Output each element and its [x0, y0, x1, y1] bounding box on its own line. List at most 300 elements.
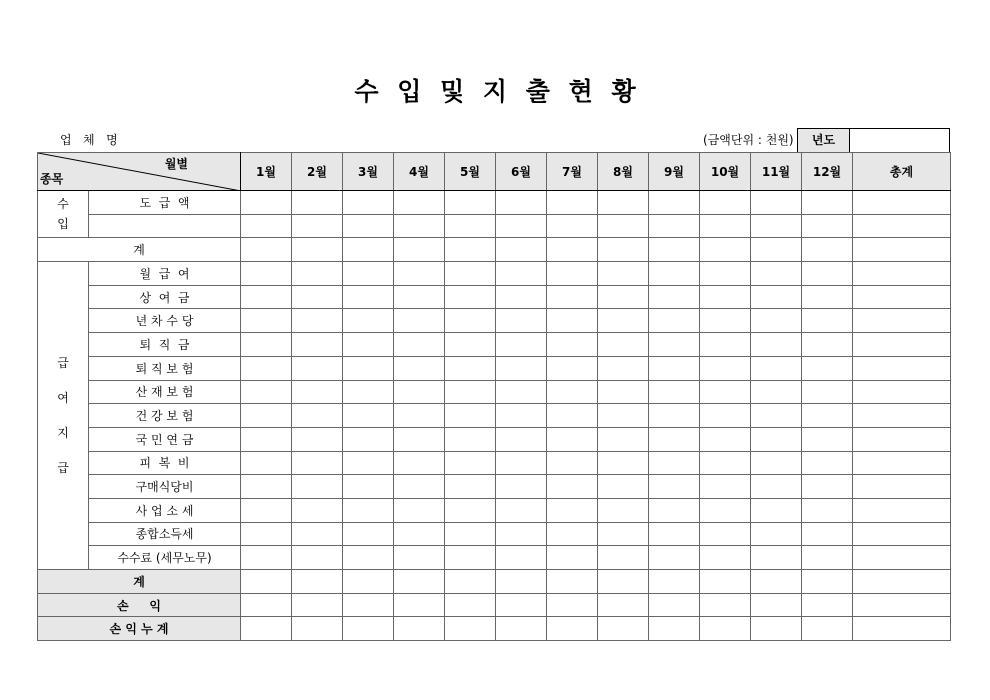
month-value-cell[interactable]	[445, 522, 496, 546]
total-value-cell[interactable]	[853, 262, 951, 286]
month-value-cell[interactable]	[292, 285, 343, 309]
month-value-cell[interactable]	[292, 309, 343, 333]
month-value-cell[interactable]	[751, 498, 802, 522]
table-row	[38, 309, 951, 333]
total-header: 총계	[853, 153, 951, 191]
month-value-cell[interactable]	[292, 427, 343, 451]
month-value-cell[interactable]	[547, 309, 598, 333]
month-value-cell[interactable]	[700, 498, 751, 522]
month-value-cell[interactable]	[496, 522, 547, 546]
month-value-cell[interactable]	[700, 309, 751, 333]
month-value-cell[interactable]	[751, 617, 802, 641]
month-value-cell[interactable]	[751, 475, 802, 499]
month-value-cell[interactable]	[445, 475, 496, 499]
month-value-cell[interactable]	[598, 451, 649, 475]
total-value-cell[interactable]	[853, 238, 951, 262]
month-header: 3월	[343, 153, 394, 191]
month-value-cell[interactable]	[343, 617, 394, 641]
month-value-cell[interactable]	[547, 238, 598, 262]
month-value-cell[interactable]	[751, 427, 802, 451]
income-subtotal-label: 계	[38, 238, 241, 262]
month-value-cell[interactable]	[598, 309, 649, 333]
month-header: 11월	[751, 153, 802, 191]
total-value-cell[interactable]	[853, 214, 951, 238]
month-value-cell[interactable]	[649, 214, 700, 238]
month-value-cell[interactable]	[700, 522, 751, 546]
month-value-cell[interactable]	[241, 262, 292, 286]
month-value-cell[interactable]	[241, 427, 292, 451]
cumulative-profit-loss-label: 손 익 누 계	[38, 617, 241, 641]
total-value-cell[interactable]	[853, 593, 951, 617]
month-value-cell[interactable]	[343, 191, 394, 215]
month-value-cell[interactable]	[445, 617, 496, 641]
month-value-cell[interactable]	[751, 285, 802, 309]
month-value-cell[interactable]	[547, 333, 598, 357]
month-value-cell[interactable]	[496, 238, 547, 262]
month-value-cell[interactable]	[598, 333, 649, 357]
income-expense-table	[37, 152, 951, 641]
month-value-cell[interactable]	[802, 546, 853, 570]
month-value-cell[interactable]	[802, 593, 853, 617]
table-row	[38, 475, 951, 499]
month-value-cell[interactable]	[343, 593, 394, 617]
month-value-cell[interactable]	[394, 427, 445, 451]
month-value-cell[interactable]	[547, 451, 598, 475]
table-row	[38, 356, 951, 380]
month-value-cell[interactable]	[292, 451, 343, 475]
month-value-cell[interactable]	[751, 333, 802, 357]
month-value-cell[interactable]	[343, 427, 394, 451]
year-label: 년도	[798, 129, 850, 152]
month-value-cell[interactable]	[496, 333, 547, 357]
month-value-cell[interactable]	[547, 546, 598, 570]
month-value-cell[interactable]	[802, 214, 853, 238]
month-value-cell[interactable]	[700, 333, 751, 357]
month-value-cell[interactable]	[445, 498, 496, 522]
month-value-cell[interactable]	[241, 191, 292, 215]
month-value-cell[interactable]	[802, 404, 853, 428]
table-body	[38, 191, 951, 641]
month-value-cell[interactable]	[496, 451, 547, 475]
month-value-cell[interactable]	[445, 570, 496, 594]
month-value-cell[interactable]	[292, 380, 343, 404]
month-value-cell[interactable]	[496, 427, 547, 451]
month-value-cell[interactable]	[343, 380, 394, 404]
month-value-cell[interactable]	[598, 498, 649, 522]
month-value-cell[interactable]	[598, 427, 649, 451]
month-value-cell[interactable]	[700, 191, 751, 215]
month-value-cell[interactable]	[802, 522, 853, 546]
month-value-cell[interactable]	[649, 238, 700, 262]
month-value-cell[interactable]	[241, 617, 292, 641]
month-value-cell[interactable]	[241, 475, 292, 499]
table-row	[38, 238, 951, 262]
month-value-cell[interactable]	[343, 262, 394, 286]
month-value-cell[interactable]	[802, 475, 853, 499]
month-value-cell[interactable]	[445, 593, 496, 617]
month-value-cell[interactable]	[343, 356, 394, 380]
table-row	[38, 333, 951, 357]
month-value-cell[interactable]	[649, 356, 700, 380]
month-value-cell[interactable]	[292, 238, 343, 262]
month-value-cell[interactable]	[649, 522, 700, 546]
month-value-cell[interactable]	[394, 617, 445, 641]
month-header: 4월	[394, 153, 445, 191]
total-value-cell[interactable]	[853, 427, 951, 451]
month-value-cell[interactable]	[445, 191, 496, 215]
month-value-cell[interactable]	[700, 285, 751, 309]
month-value-cell[interactable]	[598, 380, 649, 404]
month-value-cell[interactable]	[292, 570, 343, 594]
month-value-cell[interactable]	[496, 214, 547, 238]
month-value-cell[interactable]	[292, 522, 343, 546]
row-label: 수수료 (세무노무)	[89, 546, 241, 570]
table-row	[38, 522, 951, 546]
month-value-cell[interactable]	[496, 498, 547, 522]
month-value-cell[interactable]	[445, 404, 496, 428]
total-value-cell[interactable]	[853, 617, 951, 641]
month-value-cell[interactable]	[394, 380, 445, 404]
month-value-cell[interactable]	[292, 262, 343, 286]
month-value-cell[interactable]	[394, 285, 445, 309]
month-value-cell[interactable]	[343, 570, 394, 594]
month-header: 10월	[700, 153, 751, 191]
month-value-cell[interactable]	[649, 546, 700, 570]
row-label: 종합소득세	[89, 522, 241, 546]
month-value-cell[interactable]	[751, 238, 802, 262]
month-value-cell[interactable]	[802, 285, 853, 309]
month-value-cell[interactable]	[649, 333, 700, 357]
month-value-cell[interactable]	[496, 475, 547, 499]
month-value-cell[interactable]	[700, 546, 751, 570]
header-row	[38, 153, 951, 191]
month-value-cell[interactable]	[394, 333, 445, 357]
month-value-cell[interactable]	[496, 570, 547, 594]
month-value-cell[interactable]	[292, 498, 343, 522]
month-value-cell[interactable]	[751, 262, 802, 286]
row-label: 사 업 소 세	[89, 498, 241, 522]
month-value-cell[interactable]	[547, 522, 598, 546]
month-value-cell[interactable]	[547, 262, 598, 286]
total-value-cell[interactable]	[853, 309, 951, 333]
table-row	[38, 262, 951, 286]
month-value-cell[interactable]	[292, 617, 343, 641]
total-value-cell[interactable]	[853, 475, 951, 499]
total-value-cell[interactable]	[853, 380, 951, 404]
amount-unit-note: (금액단위 : 천원)	[703, 133, 794, 147]
month-value-cell[interactable]	[547, 404, 598, 428]
month-value-cell[interactable]	[445, 451, 496, 475]
month-value-cell[interactable]	[241, 214, 292, 238]
month-value-cell[interactable]	[496, 191, 547, 215]
month-value-cell[interactable]	[649, 570, 700, 594]
month-value-cell[interactable]	[496, 593, 547, 617]
month-value-cell[interactable]	[292, 593, 343, 617]
month-value-cell[interactable]	[445, 333, 496, 357]
month-value-cell[interactable]	[547, 356, 598, 380]
month-header: 1월	[241, 153, 292, 191]
month-value-cell[interactable]	[700, 404, 751, 428]
month-value-cell[interactable]	[343, 475, 394, 499]
month-value-cell[interactable]	[394, 214, 445, 238]
month-value-cell[interactable]	[751, 404, 802, 428]
total-value-cell[interactable]	[853, 356, 951, 380]
month-value-cell[interactable]	[751, 593, 802, 617]
month-value-cell[interactable]	[394, 546, 445, 570]
month-header: 2월	[292, 153, 343, 191]
month-value-cell[interactable]	[598, 404, 649, 428]
month-value-cell[interactable]	[700, 617, 751, 641]
total-value-cell[interactable]	[853, 546, 951, 570]
month-value-cell[interactable]	[649, 380, 700, 404]
month-value-cell[interactable]	[496, 617, 547, 641]
month-value-cell[interactable]	[496, 262, 547, 286]
month-value-cell[interactable]	[394, 522, 445, 546]
month-value-cell[interactable]	[241, 333, 292, 357]
month-value-cell[interactable]	[241, 570, 292, 594]
month-value-cell[interactable]	[445, 309, 496, 333]
month-value-cell[interactable]	[598, 191, 649, 215]
month-value-cell[interactable]	[547, 617, 598, 641]
month-value-cell[interactable]	[343, 285, 394, 309]
month-value-cell[interactable]	[802, 427, 853, 451]
header-corner-cell	[38, 153, 241, 191]
month-value-cell[interactable]	[394, 404, 445, 428]
month-value-cell[interactable]	[751, 451, 802, 475]
month-value-cell[interactable]	[292, 356, 343, 380]
month-header: 5월	[445, 153, 496, 191]
total-value-cell[interactable]	[853, 522, 951, 546]
month-value-cell[interactable]	[700, 356, 751, 380]
month-value-cell[interactable]	[547, 285, 598, 309]
month-value-cell[interactable]	[496, 309, 547, 333]
month-value-cell[interactable]	[445, 546, 496, 570]
month-header: 7월	[547, 153, 598, 191]
month-value-cell[interactable]	[343, 546, 394, 570]
month-value-cell[interactable]	[292, 404, 343, 428]
month-value-cell[interactable]	[496, 356, 547, 380]
table-row	[38, 214, 951, 238]
month-value-cell[interactable]	[241, 546, 292, 570]
month-value-cell[interactable]	[241, 356, 292, 380]
month-value-cell[interactable]	[802, 333, 853, 357]
month-value-cell[interactable]	[598, 617, 649, 641]
month-value-cell[interactable]	[241, 285, 292, 309]
month-value-cell[interactable]	[547, 380, 598, 404]
month-value-cell[interactable]	[394, 238, 445, 262]
row-label	[89, 214, 241, 238]
month-value-cell[interactable]	[343, 309, 394, 333]
month-value-cell[interactable]	[700, 238, 751, 262]
month-value-cell[interactable]	[649, 309, 700, 333]
month-value-cell[interactable]	[802, 380, 853, 404]
month-value-cell[interactable]	[700, 214, 751, 238]
month-value-cell[interactable]	[649, 498, 700, 522]
month-value-cell[interactable]	[292, 214, 343, 238]
month-value-cell[interactable]	[598, 475, 649, 499]
month-value-cell[interactable]	[343, 238, 394, 262]
month-value-cell[interactable]	[802, 570, 853, 594]
total-value-cell[interactable]	[853, 333, 951, 357]
month-value-cell[interactable]	[802, 238, 853, 262]
month-value-cell[interactable]	[292, 475, 343, 499]
month-value-cell[interactable]	[751, 214, 802, 238]
month-value-cell[interactable]	[751, 546, 802, 570]
total-value-cell[interactable]	[853, 285, 951, 309]
month-value-cell[interactable]	[598, 262, 649, 286]
year-box	[797, 128, 950, 152]
total-value-cell[interactable]	[853, 191, 951, 215]
month-value-cell[interactable]	[751, 309, 802, 333]
month-value-cell[interactable]	[241, 404, 292, 428]
month-value-cell[interactable]	[445, 427, 496, 451]
month-value-cell[interactable]	[241, 498, 292, 522]
month-value-cell[interactable]	[598, 546, 649, 570]
month-value-cell[interactable]	[241, 593, 292, 617]
month-value-cell[interactable]	[802, 191, 853, 215]
month-value-cell[interactable]	[802, 262, 853, 286]
month-value-cell[interactable]	[751, 191, 802, 215]
table-row	[38, 285, 951, 309]
month-value-cell[interactable]	[649, 262, 700, 286]
month-value-cell[interactable]	[445, 214, 496, 238]
row-label: 피 복 비	[89, 451, 241, 475]
month-value-cell[interactable]	[292, 333, 343, 357]
table-row	[38, 427, 951, 451]
month-value-cell[interactable]	[241, 380, 292, 404]
month-value-cell[interactable]	[547, 191, 598, 215]
month-value-cell[interactable]	[343, 522, 394, 546]
month-value-cell[interactable]	[751, 356, 802, 380]
month-value-cell[interactable]	[547, 214, 598, 238]
month-value-cell[interactable]	[394, 262, 445, 286]
month-value-cell[interactable]	[700, 475, 751, 499]
month-value-cell[interactable]	[343, 404, 394, 428]
month-value-cell[interactable]	[598, 214, 649, 238]
table-row	[38, 451, 951, 475]
month-value-cell[interactable]	[343, 498, 394, 522]
month-value-cell[interactable]	[649, 593, 700, 617]
month-value-cell[interactable]	[496, 380, 547, 404]
month-value-cell[interactable]	[598, 285, 649, 309]
month-value-cell[interactable]	[394, 356, 445, 380]
month-value-cell[interactable]	[802, 309, 853, 333]
month-value-cell[interactable]	[445, 285, 496, 309]
month-value-cell[interactable]	[394, 451, 445, 475]
month-value-cell[interactable]	[445, 380, 496, 404]
table-row	[38, 191, 951, 215]
month-value-cell[interactable]	[394, 309, 445, 333]
month-header: 12월	[802, 153, 853, 191]
month-value-cell[interactable]	[241, 238, 292, 262]
month-value-cell[interactable]	[394, 498, 445, 522]
month-value-cell[interactable]	[751, 380, 802, 404]
expense-total-label: 계	[38, 570, 241, 594]
month-value-cell[interactable]	[598, 238, 649, 262]
row-label: 도 급 액	[89, 191, 241, 215]
month-value-cell[interactable]	[496, 285, 547, 309]
month-value-cell[interactable]	[700, 451, 751, 475]
month-value-cell[interactable]	[649, 617, 700, 641]
month-value-cell[interactable]	[547, 475, 598, 499]
month-value-cell[interactable]	[496, 546, 547, 570]
month-value-cell[interactable]	[547, 593, 598, 617]
table-row	[38, 498, 951, 522]
row-label: 년 차 수 당	[89, 309, 241, 333]
month-value-cell[interactable]	[649, 404, 700, 428]
month-value-cell[interactable]	[598, 593, 649, 617]
month-value-cell[interactable]	[394, 191, 445, 215]
month-value-cell[interactable]	[649, 475, 700, 499]
month-value-cell[interactable]	[445, 262, 496, 286]
month-value-cell[interactable]	[802, 617, 853, 641]
month-value-cell[interactable]	[394, 593, 445, 617]
month-value-cell[interactable]	[700, 427, 751, 451]
income-category-label: 수 입	[38, 191, 89, 238]
total-value-cell[interactable]	[853, 451, 951, 475]
month-value-cell[interactable]	[700, 380, 751, 404]
row-label: 퇴 직 보 험	[89, 356, 241, 380]
page-title: 수 입 및 지 출 현 황	[354, 77, 636, 106]
month-value-cell[interactable]	[649, 285, 700, 309]
month-value-cell[interactable]	[751, 522, 802, 546]
month-header: 6월	[496, 153, 547, 191]
month-value-cell[interactable]	[802, 498, 853, 522]
month-value-cell[interactable]	[241, 451, 292, 475]
month-value-cell[interactable]	[802, 451, 853, 475]
month-value-cell[interactable]	[700, 593, 751, 617]
month-value-cell[interactable]	[343, 214, 394, 238]
month-value-cell[interactable]	[598, 522, 649, 546]
month-value-cell[interactable]	[751, 570, 802, 594]
month-value-cell[interactable]	[598, 356, 649, 380]
row-label: 건 강 보 험	[89, 404, 241, 428]
month-value-cell[interactable]	[547, 427, 598, 451]
table-row	[38, 617, 951, 641]
month-value-cell[interactable]	[649, 427, 700, 451]
month-value-cell[interactable]	[496, 404, 547, 428]
year-input[interactable]	[850, 129, 949, 152]
month-value-cell[interactable]	[802, 356, 853, 380]
month-value-cell[interactable]	[292, 546, 343, 570]
month-value-cell[interactable]	[343, 333, 394, 357]
row-label: 산 재 보 험	[89, 380, 241, 404]
month-value-cell[interactable]	[700, 262, 751, 286]
total-value-cell[interactable]	[853, 570, 951, 594]
month-value-cell[interactable]	[547, 498, 598, 522]
month-value-cell[interactable]	[598, 570, 649, 594]
month-value-cell[interactable]	[394, 475, 445, 499]
month-value-cell[interactable]	[445, 356, 496, 380]
month-value-cell[interactable]	[547, 570, 598, 594]
diagonal-line	[38, 153, 241, 191]
month-header: 9월	[649, 153, 700, 191]
table-row	[38, 546, 951, 570]
total-value-cell[interactable]	[853, 404, 951, 428]
month-value-cell[interactable]	[649, 451, 700, 475]
month-value-cell[interactable]	[700, 570, 751, 594]
row-label: 상 여 금	[89, 285, 241, 309]
month-value-cell[interactable]	[394, 570, 445, 594]
month-value-cell[interactable]	[649, 191, 700, 215]
month-value-cell[interactable]	[241, 522, 292, 546]
month-value-cell[interactable]	[292, 191, 343, 215]
row-label: 퇴 직 금	[89, 333, 241, 357]
month-value-cell[interactable]	[343, 451, 394, 475]
month-value-cell[interactable]	[445, 238, 496, 262]
month-value-cell[interactable]	[241, 309, 292, 333]
total-value-cell[interactable]	[853, 498, 951, 522]
